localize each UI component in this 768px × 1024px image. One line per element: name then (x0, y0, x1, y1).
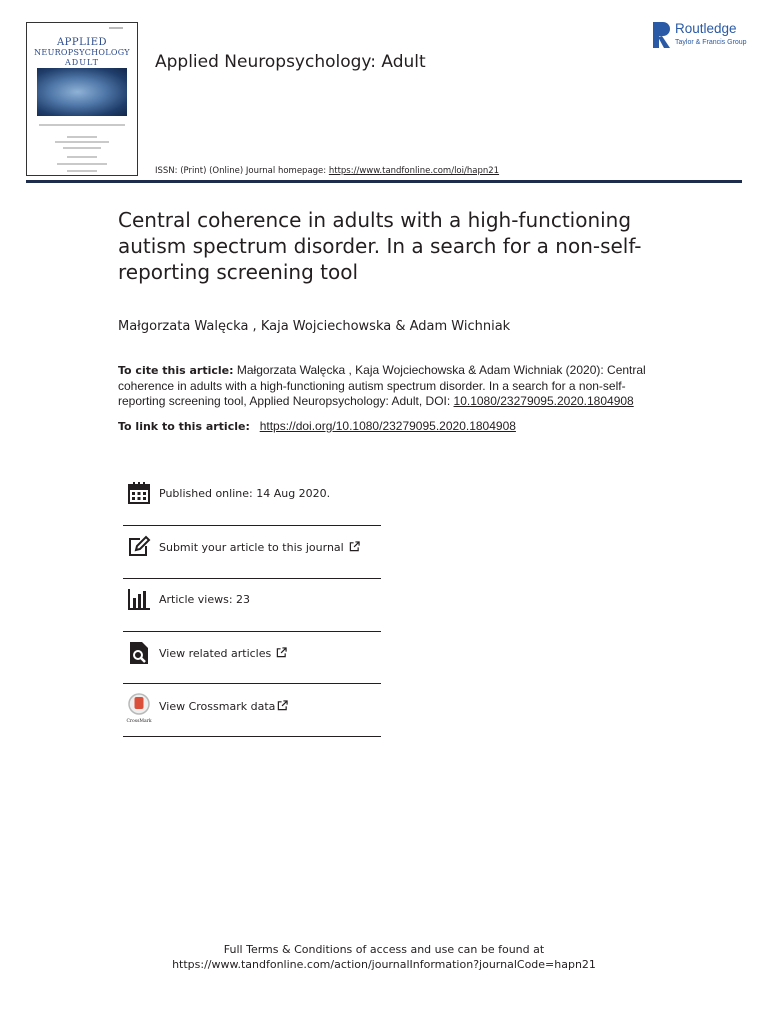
publisher-name: Routledge (675, 21, 737, 36)
related-articles-row[interactable] (123, 641, 381, 693)
external-link-icon (277, 700, 288, 711)
submit-article-row[interactable] (123, 535, 381, 587)
info-divider (123, 578, 381, 579)
cover-text-line (57, 163, 107, 165)
crossmark-badge (125, 693, 153, 723)
article-views-text: Article views: 23 (159, 593, 251, 606)
citation (118, 363, 658, 410)
info-divider (123, 525, 381, 526)
cover-title-line2: NEUROPSYCHOLOGY (34, 48, 130, 57)
publisher-logo[interactable] (652, 20, 752, 52)
link-label: To link to this article: (118, 420, 254, 433)
info-divider (123, 736, 381, 737)
article-title: Central coherence in adults with a high-functioning autism spectrum disorder. In a search for a non-self-reporting screening tool (118, 208, 642, 284)
cover-text-line (67, 136, 97, 138)
edit-icon (127, 535, 151, 559)
published-online-text: Published online: 14 Aug 2020. (159, 487, 331, 500)
issn-label: ISSN: (Print) (Online) Journal homepage: (155, 166, 329, 176)
cover-title-line1: APPLIED (56, 37, 108, 48)
journal-title: Applied Neuropsychology: Adult (155, 52, 426, 72)
related-articles-label: View related articles (159, 647, 272, 660)
cover-text-line (55, 141, 109, 143)
terms-footer (0, 942, 768, 972)
cover-text-line (63, 147, 101, 149)
related-articles-link[interactable] (159, 647, 287, 660)
cover-brain-image (37, 68, 127, 116)
article-authors: Małgorzata Walęcka , Kaja Wojciechowska & Adam Wichniak (118, 319, 511, 334)
article-link-row (118, 419, 516, 433)
article-doi-url-link[interactable]: https://doi.org/10.1080/23279095.2020.1804908 (259, 419, 516, 433)
external-link-icon (349, 541, 360, 552)
journal-homepage-link[interactable]: https://www.tandfonline.com/loi/hapn21 (328, 166, 500, 176)
cite-label: To cite this article: (118, 364, 234, 377)
bar-chart-icon (127, 587, 151, 611)
calendar-icon (127, 481, 151, 505)
crossmark-row[interactable] (123, 693, 381, 745)
terms-footer-url[interactable]: https://www.tandfonline.com/action/journalInformation?journalCode=hapn21 (172, 958, 596, 971)
journal-cover (26, 22, 138, 176)
cover-mark (109, 27, 123, 29)
issn-line (155, 166, 499, 176)
crossmark-icon (125, 693, 153, 715)
info-divider (123, 631, 381, 632)
doi-link[interactable]: 10.1080/23279095.2020.1804908 (453, 394, 634, 408)
submit-article-link[interactable] (159, 541, 360, 554)
submit-article-label: Submit your article to this journal (159, 541, 344, 554)
cover-text-line (67, 170, 97, 172)
external-link-icon (276, 647, 287, 658)
terms-footer-line1: Full Terms & Conditions of access and use can be found at (223, 943, 545, 956)
cite-text: Małgorzata Walęcka , Kaja Wojciechowska & Adam Wichniak (2020): Central coherence in adults with a high-functioning autism spectrum disorder. In a search for a non-self-reporting screening tool, Applied Neuropsychology: Adult, DOI: (118, 363, 646, 408)
cover-text-line (39, 124, 125, 126)
crossmark-link[interactable] (159, 700, 288, 713)
cover-title-line3: ADULT (65, 58, 99, 67)
cover-text-line (67, 156, 97, 158)
publisher-tagline: Taylor & Francis Group (675, 39, 747, 46)
crossmark-label: View Crossmark data (159, 700, 276, 713)
routledge-r-icon (652, 20, 672, 50)
document-search-icon (127, 641, 151, 665)
info-divider (123, 683, 381, 684)
crossmark-icon-label: CrossMark (126, 719, 152, 724)
header-rule (26, 180, 742, 183)
